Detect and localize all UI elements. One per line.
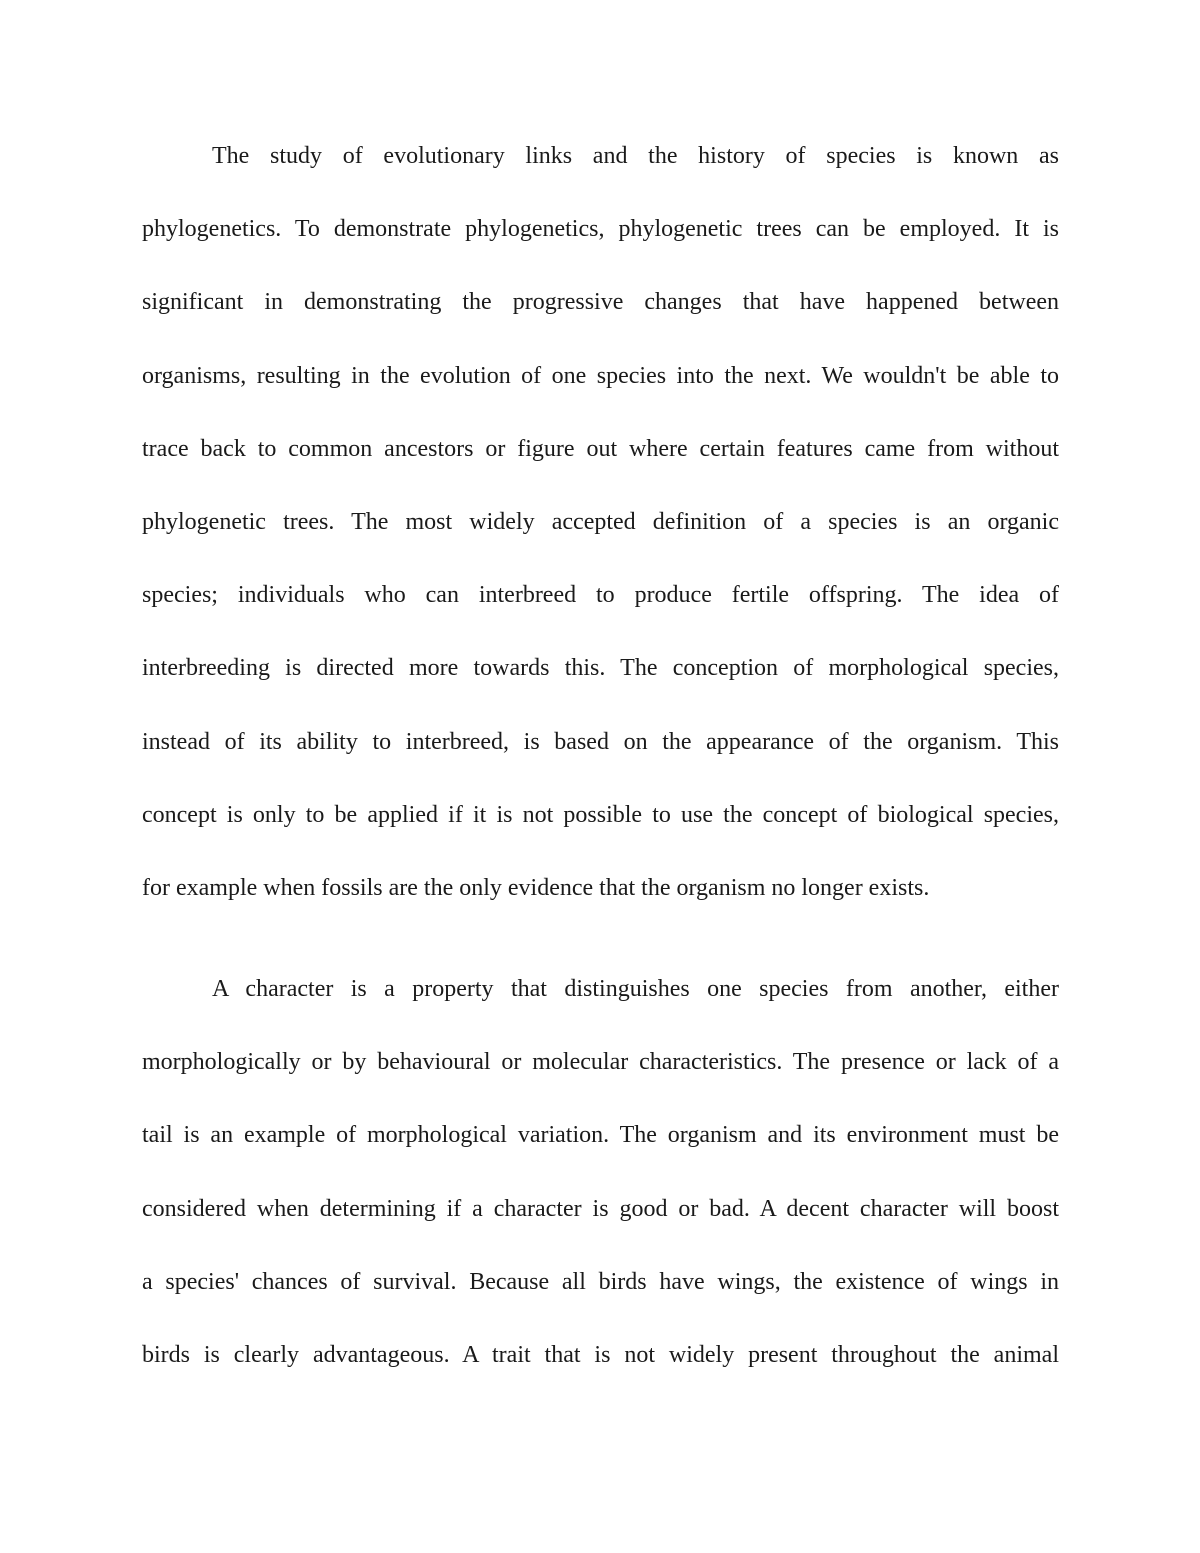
text-line: The study of evolutionary links and the history of species is known as [212, 143, 1059, 169]
text-line: phylogenetics. To demonstrate phylogenetics, phylogenetic trees can be employed. It is [142, 216, 1059, 242]
text-line: for example when fossils are the only evidence that the organism no longer exists. [142, 875, 930, 901]
text-line: interbreeding is directed more towards this. The conception of morphological species, [142, 655, 1059, 681]
text-line: significant in demonstrating the progressive changes that have happened between [142, 289, 1059, 315]
text-line: A character is a property that distinguishes one species from another, either [212, 976, 1059, 1002]
text-line: phylogenetic trees. The most widely accepted definition of a species is an organic [142, 509, 1059, 535]
text-line: a species' chances of survival. Because all birds have wings, the existence of wings in [142, 1269, 1059, 1295]
text-line: trace back to common ancestors or figure out where certain features came from without [142, 436, 1059, 462]
text-line: morphologically or by behavioural or molecular characteristics. The presence or lack of a [142, 1049, 1059, 1075]
text-line: organisms, resulting in the evolution of one species into the next. We wouldn't be able to [142, 363, 1059, 389]
text-line: considered when determining if a character is good or bad. A decent character will boost [142, 1196, 1059, 1222]
text-line: instead of its ability to interbreed, is based on the appearance of the organism. This [142, 729, 1059, 755]
text-line: tail is an example of morphological variation. The organism and its environment must be [142, 1122, 1059, 1148]
text-line: concept is only to be applied if it is not possible to use the concept of biological species, [142, 802, 1059, 828]
text-line: birds is clearly advantageous. A trait that is not widely present throughout the animal [142, 1342, 1059, 1368]
text-line: species; individuals who can interbreed to produce fertile offspring. The idea of [142, 582, 1059, 608]
